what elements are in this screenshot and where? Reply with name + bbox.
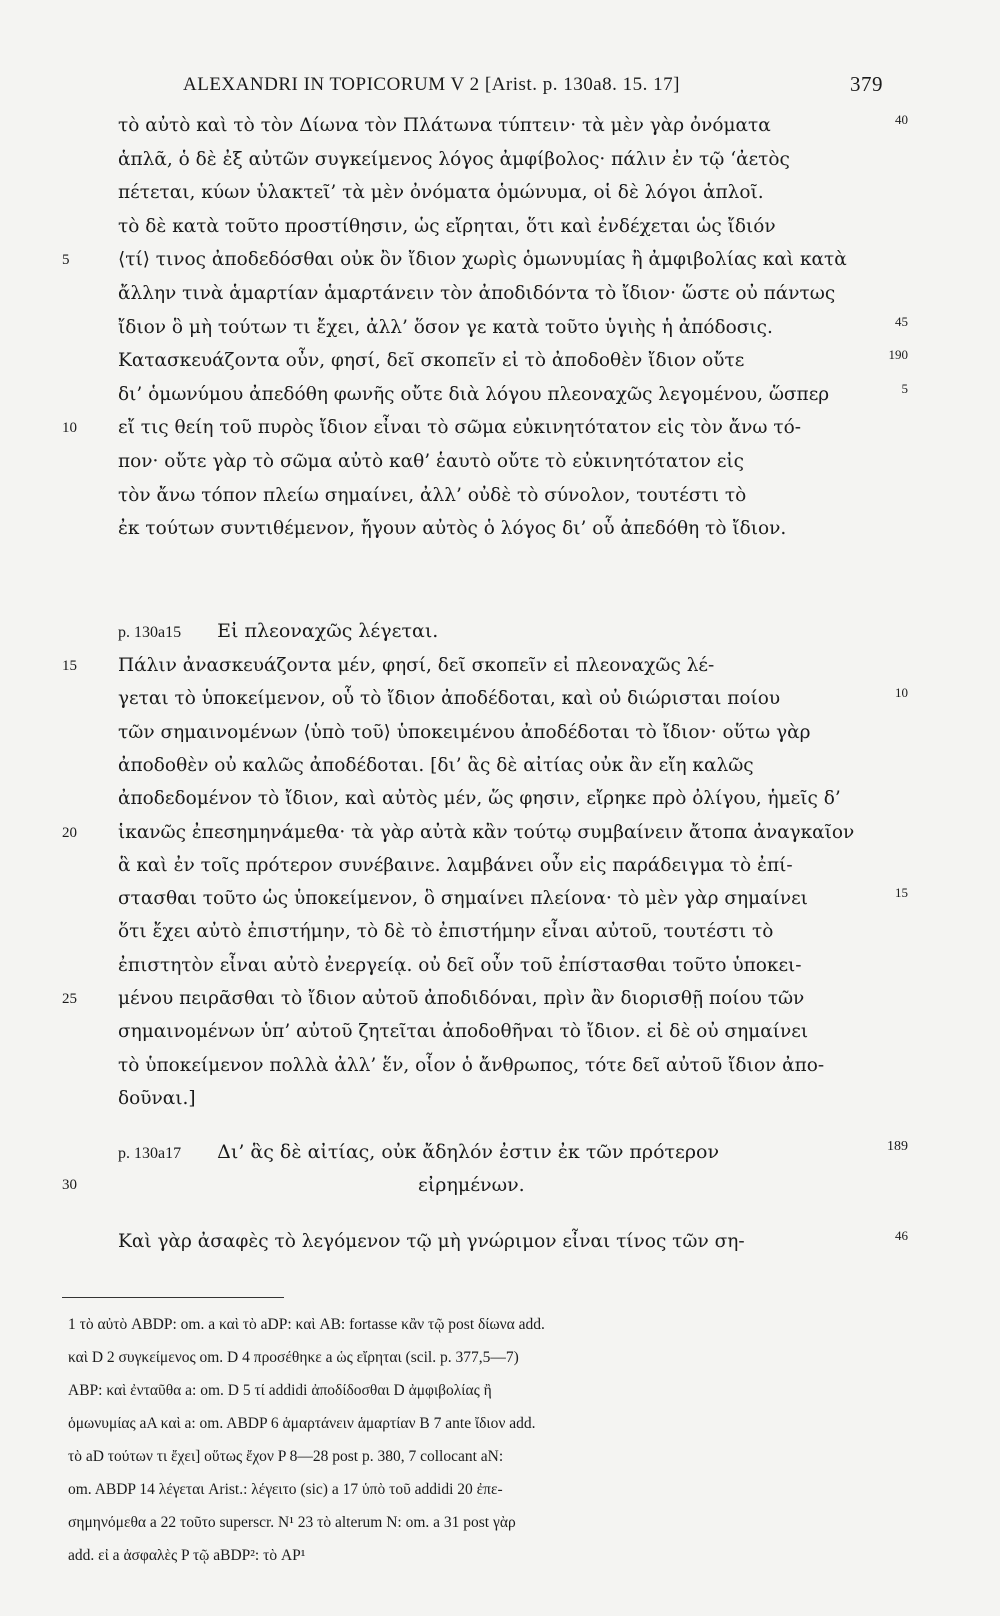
body-line [62,650,908,682]
line-number: 10 [62,420,77,437]
body-line [118,750,908,782]
body-line [118,1016,908,1048]
line-text: ἐπιστητὸν εἶναι αὐτὸ ἐνεργείᾳ. οὐ δεῖ οὖν τοῦ ἐπίστασθαι τοῦτο ὑποκει- [118,954,802,976]
line-text: τὸν ἄνω τόπον πλείω σημαίνει, ἀλλ’ οὐδὲ τὸ σύνολον, τουτέστι τὸ [118,484,747,506]
line-text: τῶν σημαινομένων ⟨ὑπὸ τοῦ⟩ ὑποκειμένου ἀποδέδοται τὸ ἴδιον· οὕτω γὰρ [118,721,811,743]
body-line [62,244,908,276]
line-text: ἃ καὶ ἐν τοῖς πρότερον συνέβαινε. λαμβάνει οὖν εἰς παράδειγμα τὸ ἐπί- [118,854,793,876]
line-text: γεται τὸ ὑποκείμενον, οὗ τὸ ἴδιον ἀποδέδοται, καὶ οὐ διώρισται ποίου [118,688,781,710]
body-line [118,110,908,142]
line-text: τὸ δὲ κατὰ τοῦτο προστίθησιν, ὡς εἴρηται, ὅτι καὶ ἐνδέχεται ὡς ἴδιόν [118,215,776,237]
line-text: ⟨τί⟩ τινος ἀποδεδόσθαι οὐκ ὂν ἴδιον χωρὶς ὁμωνυμίας ἢ ἀμφιβολίας καὶ κατὰ [118,249,847,271]
body-line [118,513,908,545]
line-text: μένου πειρᾶσθαι τὸ ἴδιον αὐτοῦ ἀποδιδόναι, πρὶν ἂν διορισθῇ ποίου τῶν [118,988,805,1009]
line-number: 25 [62,991,77,1007]
margin-number: 40 [895,112,908,127]
line-text: Κατασκευάζοντα οὖν, φησί, δεῖ σκοπεῖν εἰ τὸ ἀποδοθὲν ἴδιον οὔτε [118,350,745,372]
lemma-text-continued: εἰρημένων. [418,1174,525,1196]
body-line [118,916,908,948]
running-header [183,66,883,102]
footnote-rule [62,1297,284,1298]
line-text: τὸ αὐτὸ καὶ τὸ τὸν Δίωνα τὸν Πλάτωνα τύπτειν· τὰ μὲν γὰρ ὀνόματα [118,115,771,136]
line-number: 15 [62,658,77,674]
footnote-line: ὁμωνυμίας aA καὶ a: om. ABDP 6 ἁμαρτάνειν ἁμαρτίαν B 7 ante ἴδιον add. [68,1415,536,1432]
margin-number: 190 [888,347,908,363]
line-text: σημαινομένων ὑπ’ αὐτοῦ ζητεῖται ἀποδοθῆναι τὸ ἴδιον. εἰ δὲ οὐ σημαίνει [118,1021,809,1043]
body-line [62,983,908,1015]
body-line [62,817,908,849]
line-text: Καὶ γὰρ ἀσαφὲς τὸ λεγόμενον τῷ μὴ γνώριμον εἶναι τίνος τῶν ση- [118,1231,745,1252]
body-line [118,480,908,512]
body-line [118,683,908,715]
line-text: ἀποδεδομένον τὸ ἴδιον, καὶ αὐτὸς μέν, ὥς φησιν, εἴρηκε πρὸ ὀλίγου, ἡμεῖς δ’ [118,788,841,810]
body-line [118,783,908,815]
lemma-text: Εἰ πλεοναχῶς λέγεται. [217,620,439,642]
footnote-line: om. ABDP 14 λέγεται Arist.: λέγειτο (sic) a 17 ὑπὸ τοῦ addidi 20 ἐπε- [68,1481,503,1498]
line-text: ἁπλᾶ, ὁ δὲ ἐξ αὐτῶν συγκείμενος λόγος ἀμφίβολος· πάλιν ἐν τῷ ‘ἀετὸς [118,148,790,170]
body-line [118,1083,908,1115]
body-line [118,312,908,344]
body-line [118,1050,908,1082]
lemma-heading-2-continued [62,1168,908,1202]
line-text: Πάλιν ἀνασκευάζοντα μέν, φησί, δεῖ σκοπεῖν εἰ πλεοναχῶς λέ- [118,655,715,676]
lemma-heading-2 [118,1135,908,1169]
lemma-reference: p. 130a17 [118,1145,182,1162]
line-text: ἄλλην τινὰ ἁμαρτίαν ἁμαρτάνειν τὸν ἀποδιδόντα τὸ ἴδιον· ὥστε οὐ πάντως [118,283,836,304]
body-line [62,412,908,444]
margin-number: 15 [895,885,908,901]
body-line [118,345,908,377]
footnote-line: ABP: καὶ ἐνταῦθα a: om. D 5 τί addidi ἀποδίδοσθαι D ἀμφιβολίας ἢ [68,1382,492,1399]
line-number: 20 [62,824,77,841]
line-text: δι’ ὁμωνύμου ἀπεδόθη φωνῆς οὔτε διὰ λόγου πλεοναχῶς λεγομένου, ὥσπερ [118,383,830,405]
line-text: ἱκανῶς ἐπεσημηνάμεθα· τὰ γὰρ αὐτὰ κἂν τούτῳ συμβαίνειν ἄτοπα ἀναγκαῖον [118,821,855,843]
line-text: εἴ τις θείη τοῦ πυρὸς ἴδιον εἶναι τὸ σῶμα εὐκινητότατον εἰς τὸν ἄνω τό- [118,417,802,439]
body-line [118,211,908,243]
body-line [118,850,908,882]
margin-number: 46 [895,1228,908,1243]
line-number: 5 [62,252,70,269]
line-number: 30 [62,1177,77,1193]
body-line [118,144,908,176]
body-line-last [118,1226,908,1258]
page-number: 379 [850,72,883,96]
margin-number: 189 [887,1139,908,1154]
line-text: ἐκ τούτων συντιθέμενον, ἤγουν αὐτὸς ὁ λόγος δι’ οὗ ἀπεδόθη τὸ ἴδιον. [118,518,787,540]
body-line [118,950,908,982]
body-line [118,278,908,310]
line-text: ὅτι ἔχει αὐτὸ ἐπιστήμην, τὸ δὲ τὸ ἐπιστήμην εἶναι αὐτοῦ, τουτέστι τὸ [118,921,774,943]
margin-number: 5 [901,380,908,396]
line-text: στασθαι τοῦτο ὡς ὑποκείμενον, ὃ σημαίνει πλείονα· τὸ μὲν γὰρ σημαίνει [118,888,808,910]
body-line [118,883,908,915]
lemma-text: Δι’ ἃς δὲ αἰτίας, οὐκ ἄδηλόν ἐστιν ἐκ τῶν πρότερον [217,1141,720,1163]
line-text: ἴδιον ὃ μὴ τούτων τι ἔχει, ἀλλ’ ὅσον γε κατὰ τοῦτο ὑγιὴς ἡ ἀπόδοσις. [118,316,773,338]
line-text: τὸ ὑποκείμενον πολλὰ ἀλλ’ ἕν, οἷον ὁ ἄνθρωπος, τότε δεῖ αὐτοῦ ἴδιον ἀπο- [118,1054,825,1076]
lemma-heading-1 [118,614,908,648]
body-line [118,379,908,411]
footnote-line: σημηνόμεθα a 22 τοῦτο superscr. N¹ 23 τὸ alterum N: om. a 31 post γὰρ [68,1514,516,1531]
margin-number: 45 [895,313,908,329]
line-text: πον· οὔτε γὰρ τὸ σῶμα αὐτὸ καθ’ ἑαυτὸ οὔτε τὸ εὐκινητότατον εἰς [118,451,745,472]
body-line [118,717,908,749]
lemma-reference: p. 130a15 [118,624,182,641]
footnote-line: 1 τὸ αὐτὸ ABDP: om. a καὶ τὸ aDP: καὶ AB: fortasse κἂν τῷ post δίωνα add. [68,1316,545,1333]
line-text: δοῦναι.] [118,1087,196,1109]
footnote-line: add. εἰ a ἀσφαλὲς P τῷ aBDP²: τὸ AP¹ [68,1547,306,1564]
line-text: πέτεται, κύων ὑλακτεῖ’ τὰ μὲν ὀνόματα ὁμώνυμα, οἱ δὲ λόγοι ἁπλοῖ. [118,182,764,204]
footnote-line: καὶ D 2 συγκείμενος om. D 4 προσέθηκε a ὡς εἴρηται (scil. p. 377,5—7) [68,1349,519,1366]
body-line [118,446,908,478]
footnote-line: τὸ aD τούτων τι ἔχει] οὕτως ἔχον P 8—28 post p. 380, 7 collocant aN: [68,1448,504,1465]
line-text: ἀποδοθὲν οὐ καλῶς ἀποδέδοται. [δι’ ἃς δὲ αἰτίας οὐκ ἂν εἴη καλῶς [118,754,754,776]
body-line [118,177,908,209]
margin-number: 10 [895,685,908,701]
running-title: ALEXANDRI IN TOPICORUM V 2 [Arist. p. 130a8. 15. 17] [183,74,680,95]
